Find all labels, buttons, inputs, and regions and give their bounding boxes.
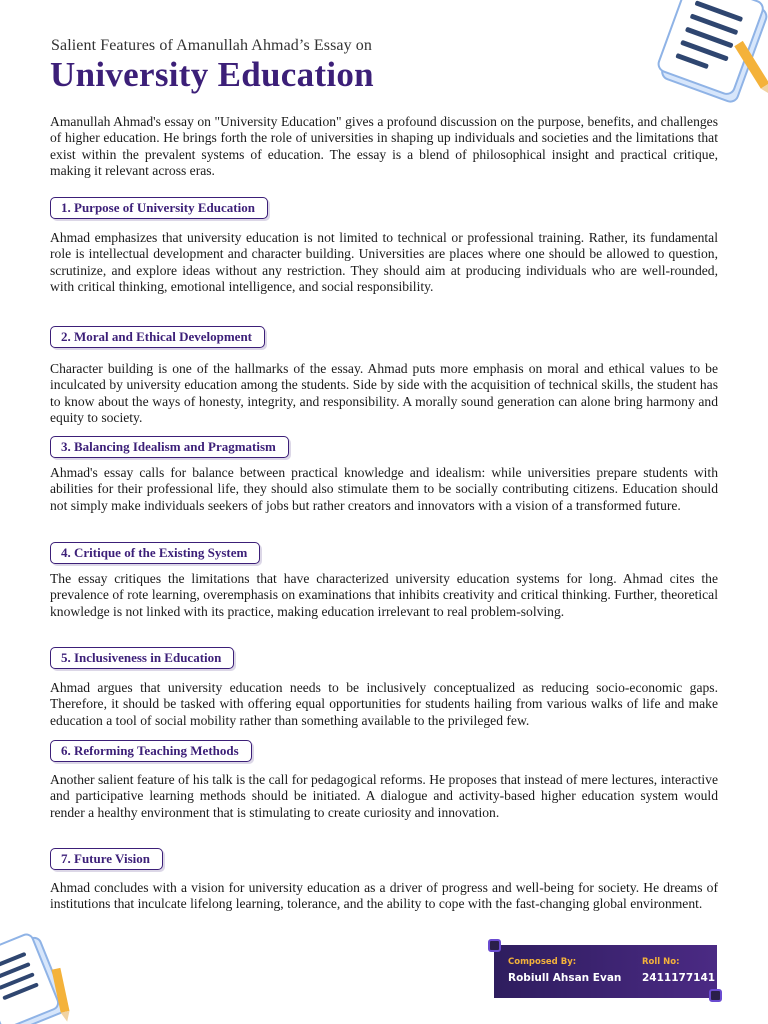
decor-square-top [488, 939, 501, 952]
intro-paragraph: Amanullah Ahmad's essay on "University Education" gives a profound discussion on the purpose, benefits, and challenges of higher education. He brings forth the role of universities in shaping up individuals and societies and the limitations that exist within the prevalent systems of education. The essay is a blend of philosophical insight and practical critique, making it relevant across eras. [50, 114, 718, 179]
roll-no-value: 2411177141 [642, 972, 716, 984]
section-heading-critique: 4. Critique of the Existing System [50, 542, 260, 564]
section-heading-teaching: 6. Reforming Teaching Methods [50, 740, 252, 762]
document-pencil-icon [0, 930, 80, 1024]
page-subtitle: Salient Features of Amanullah Ahmad’s Essay on [51, 37, 372, 54]
author-card [494, 945, 717, 998]
page-title: University Education [50, 55, 374, 94]
decor-square-bottom [709, 989, 722, 1002]
composed-by-label: Composed By: [508, 957, 577, 967]
composer-name: Robiull Ahsan Evan [508, 972, 622, 984]
section-text-balancing: Ahmad's essay calls for balance between practical knowledge and idealism: while universities prepare students with abilities for their professional life, they should also stimulate them to be socially contributing citizens. Education should not simply make individuals seekers of jobs but rather creators and innovators with a vision of a transformed future. [50, 465, 718, 513]
section-heading-balancing: 3. Balancing Idealism and Pragmatism [50, 436, 289, 458]
section-text-inclusiveness: Ahmad argues that university education needs to be inclusively conceptualized as reducing socio-economic gaps. Therefore, it should be tasked with offering equal opportunities for students hailing from various walks of life and make education a tool of social mobility rather than something available to the privileged few. [50, 680, 718, 728]
section-text-moral: Character building is one of the hallmarks of the essay. Ahmad puts more emphasis on moral and ethical values to be inculcated by university education among the students. Side by side with the acquisition of technical skills, the student has to know about the ways of honesty, integrity, and responsibility. A morally sound generation can alone bring harmony and equity to society. [50, 361, 718, 426]
section-heading-purpose: 1. Purpose of University Education [50, 197, 268, 219]
section-heading-inclusiveness: 5. Inclusiveness in Education [50, 647, 234, 669]
section-heading-future: 7. Future Vision [50, 848, 163, 870]
section-text-teaching: Another salient feature of his talk is the call for pedagogical reforms. He proposes that instead of mere lectures, interactive and participative learning methods should be initiated. A dialogue and activity-based higher education system would render a healthy environment that is stimulating to create curiosity and innovation. [50, 772, 718, 820]
roll-no-label: Roll No: [642, 957, 680, 967]
section-text-critique: The essay critiques the limitations that have characterized university education systems for long. Ahmad cites the prevalence of rote learning, overemphasis on examinations that inhibits creativity and critical thinking. Further, theoretical knowledge is not linked with its practice, making education irrelevant to real problem-solving. [50, 571, 718, 619]
section-text-purpose: Ahmad emphasizes that university education is not limited to technical or professional training. Rather, its fundamental role is intellectual development and character building. Universities are places where one should be allowed to question, scrutinize, and explore ideas without any restriction. They should aim at producing individuals who are well-rounded, with critical thinking, emotional intelligence, and social responsibility. [50, 230, 718, 295]
section-text-future: Ahmad concludes with a vision for university education as a driver of progress and well-being for society. He dreams of institutions that inculcate lifelong learning, tolerance, and the ability to cope with the fast-changing global environment. [50, 880, 718, 912]
section-heading-moral: 2. Moral and Ethical Development [50, 326, 265, 348]
document-icon [640, 0, 768, 110]
